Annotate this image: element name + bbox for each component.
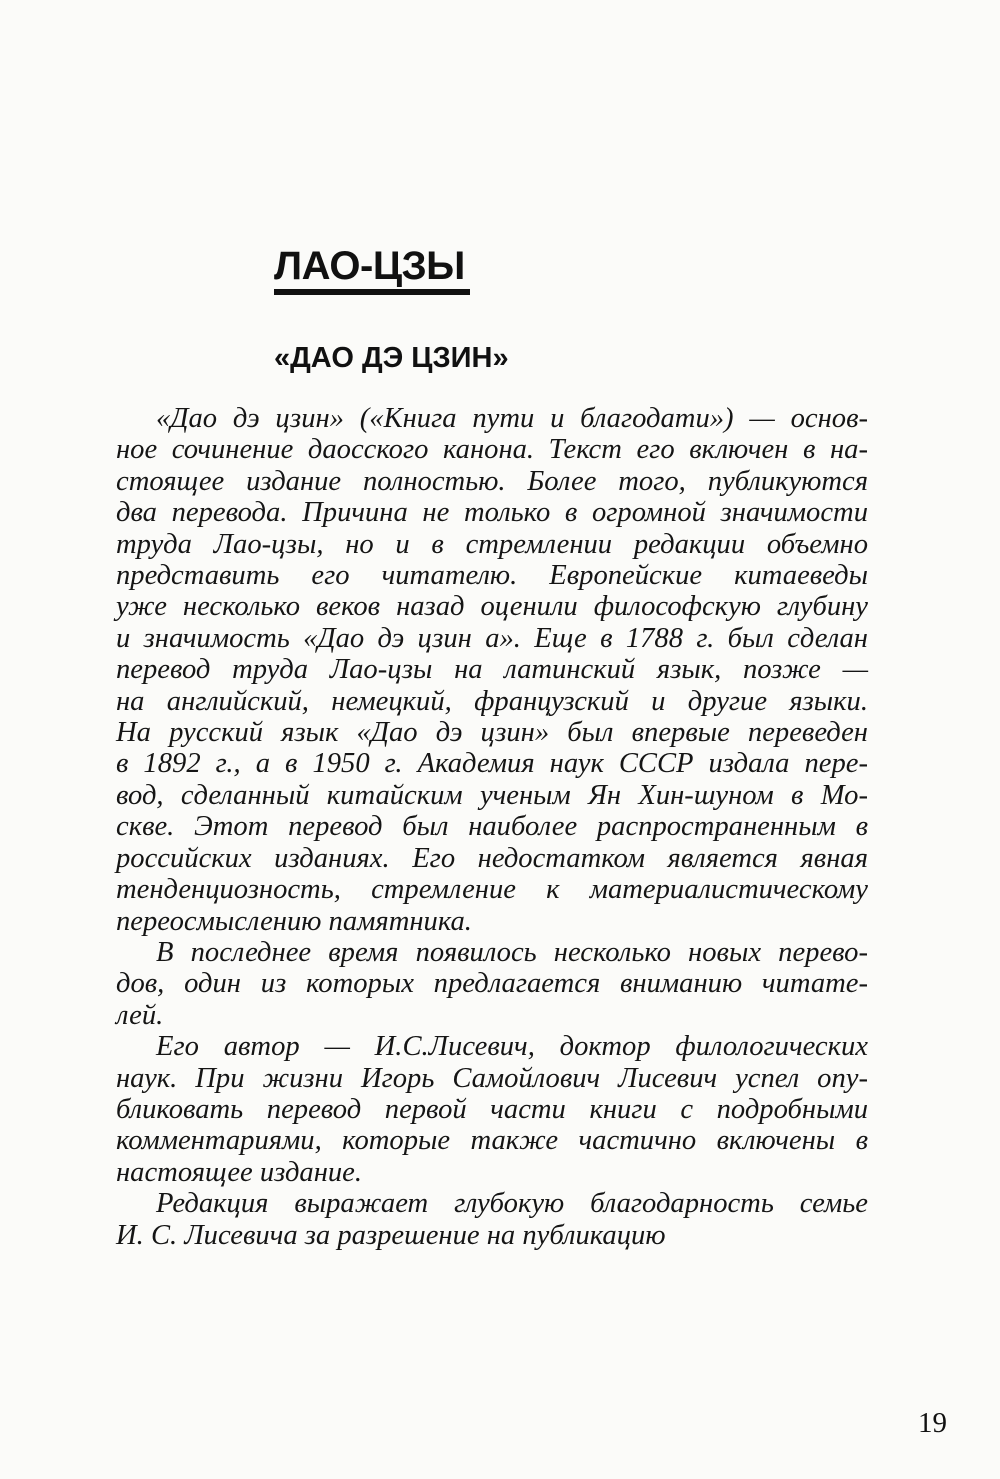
text-line: уже несколько веков назад оценили философскую глубину (116, 591, 868, 623)
paragraph (116, 403, 868, 937)
text-line: тенденциозность, стремление к материалистическому (116, 874, 868, 906)
text-line: стоящее издание полностью. Более того, публикуются (116, 465, 868, 497)
text-line: российских изданиях. Его недостатком является явная (116, 842, 868, 874)
paragraph (116, 1188, 868, 1251)
text-line: бликовать перевод первой части книги с подробными (116, 1093, 868, 1125)
text-line: И. С. Лисевича за разрешение на публикацию (116, 1219, 666, 1251)
text-line: скве. Этот перевод был наиболее распространенным в (116, 811, 868, 843)
text-line: ное сочинение даосского канона. Текст его включен в на- (116, 434, 868, 466)
text-line: лей. (116, 999, 164, 1031)
text-line: Его автор — И.С.Лисевич, доктор филологических (156, 1031, 868, 1063)
text-line: перевод труда Лао-цзы на латинский язык, позже — (116, 654, 868, 686)
text-line: вод, сделанный китайским ученым Ян Хин-шуном в Мо- (116, 779, 868, 811)
text-line: представить его читателю. Европейские китаеведы (116, 560, 868, 592)
work-title: «ДАО ДЭ ЦЗИН» (274, 342, 509, 374)
text-line: наук. При жизни Игорь Самойлович Лисевич успел опу- (116, 1062, 868, 1094)
text-line: На русский язык «Дао дэ цзин» был впервые переведен (116, 717, 868, 749)
text-line: переосмыслению памятника. (116, 905, 472, 937)
text-line: настоящее издание. (116, 1156, 363, 1188)
author-heading: ЛАО-ЦЗЫ (274, 244, 465, 288)
text-line: комментариями, которые также частично включены в (116, 1125, 868, 1157)
text-line: Редакция выражает глубокую благодарность семье (156, 1188, 868, 1220)
text-line: в 1892 г., а в 1950 г. Академия наук СССР издала пере- (116, 748, 868, 780)
text-line: В последнее время появилось несколько новых перево- (156, 936, 868, 968)
text-line: дов, один из которых предлагается вниманию читате- (116, 968, 868, 1000)
text-line: на английский, немецкий, французский и другие языки. (116, 685, 868, 717)
paragraph (116, 937, 868, 1031)
paragraph (116, 1031, 868, 1188)
body-text (116, 403, 868, 1251)
text-line: «Дао дэ цзин» («Книга пути и благодати») — основ- (156, 403, 868, 434)
text-line: и значимость «Дао дэ цзин а». Еще в 1788 г. был сделан (116, 622, 868, 654)
text-line: труда Лао-цзы, но и в стремлении редакции объемно (116, 528, 868, 560)
heading-underline (274, 289, 470, 295)
page-number: 19 (918, 1407, 947, 1439)
text-line: два перевода. Причина не только в огромной значимости (116, 497, 868, 529)
